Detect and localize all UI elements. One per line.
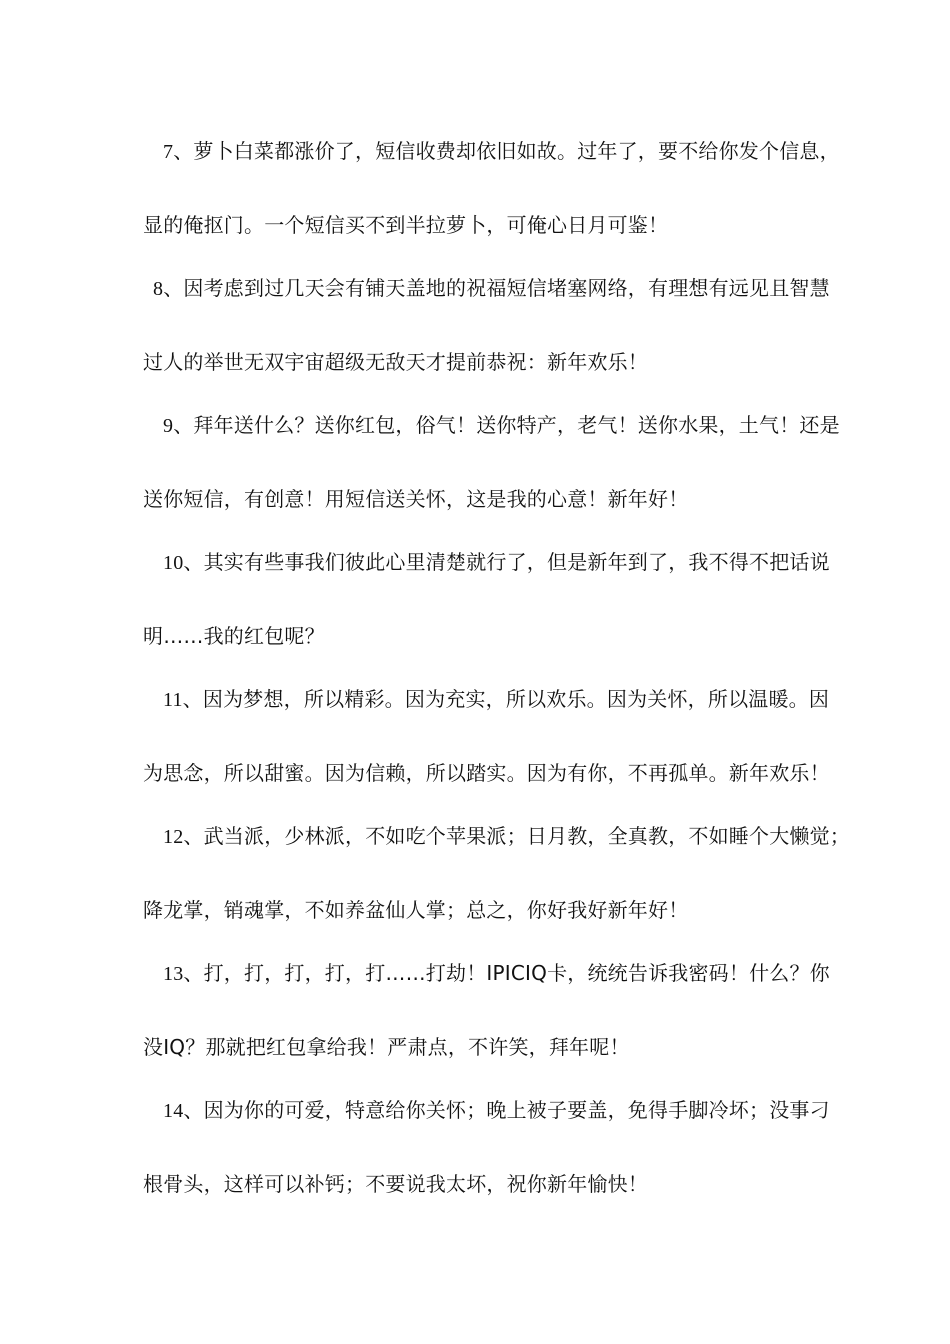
paragraph-10-number: 10 — [163, 552, 184, 574]
paragraph-14-number: 14 — [163, 1100, 184, 1122]
paragraph-7-line-2: 显的俺抠门。一个短信买不到半拉萝卜，可俺心日月可鉴！ — [143, 213, 669, 237]
paragraph-9-line-2: 送你短信，有创意！用短信送关怀，这是我的心意！新年好！ — [143, 487, 689, 511]
paragraph-13-line-1 — [163, 960, 830, 987]
paragraph-11-number: 11 — [163, 689, 183, 711]
paragraph-9-line-1 — [163, 412, 840, 439]
paragraph-8-line-2: 过人的举世无双宇宙超级无敌天才提前恭祝：新年欢乐！ — [143, 350, 648, 374]
paragraph-7-number: 7 — [163, 141, 174, 163]
paragraph-8-line-1 — [153, 275, 830, 302]
paragraph-12-text-1: 、武当派，少林派，不如吃个苹果派；日月教，全真教，不如睡个大懒觉； — [183, 824, 851, 848]
paragraph-11-text-1: 、因为梦想，所以精彩。因为充实，所以欢乐。因为关怀，所以温暖。因 — [182, 687, 830, 711]
paragraph-11-line-1 — [163, 686, 829, 713]
paragraph-7-line-1 — [163, 138, 840, 165]
paragraph-7-text-1: 、萝卜白菜都涨价了，短信收费却依旧如故。过年了，要不给你发个信息， — [173, 139, 840, 163]
paragraph-14-text-1: 、因为你的可爱，特意给你关怀；晚上被子要盖，免得手脚冷坏；没事刁 — [183, 1098, 830, 1122]
paragraph-14-line-1 — [163, 1097, 830, 1124]
paragraph-9-text-1: 、拜年送什么？送你红包，俗气！送你特产，老气！送你水果，土气！还是 — [173, 413, 840, 437]
paragraph-8-text-1: 、因考虑到过几天会有铺天盖地的祝福短信堵塞网络，有理想有远见且智慧 — [163, 276, 830, 300]
paragraph-13-number: 13 — [163, 963, 184, 985]
paragraph-10-text-1: 、其实有些事我们彼此心里清楚就行了，但是新年到了，我不得不把话说 — [183, 550, 830, 574]
paragraph-12-line-1 — [163, 823, 850, 850]
paragraph-12-number: 12 — [163, 826, 184, 848]
paragraph-10-line-2: 明……我的红包呢？ — [143, 624, 325, 648]
paragraph-10-line-1 — [163, 549, 830, 576]
paragraph-8-number: 8 — [153, 278, 164, 300]
paragraph-9-number: 9 — [163, 415, 174, 437]
paragraph-13-line-2: 没IQ？那就把红包拿给我！严肃点，不许笑，拜年呢！ — [143, 1035, 630, 1059]
paragraph-11-line-2: 为思念，所以甜蜜。因为信赖，所以踏实。因为有你，不再孤单。新年欢乐！ — [143, 761, 830, 785]
paragraph-14-line-2: 根骨头，这样可以补钙；不要说我太坏，祝你新年愉快！ — [143, 1172, 648, 1196]
paragraph-12-line-2: 降龙掌，销魂掌，不如养盆仙人掌；总之，你好我好新年好！ — [143, 898, 689, 922]
paragraph-13-text-1: 、打，打，打，打，打……打劫！IPICIQ卡，统统告诉我密码！什么？你 — [183, 961, 830, 985]
